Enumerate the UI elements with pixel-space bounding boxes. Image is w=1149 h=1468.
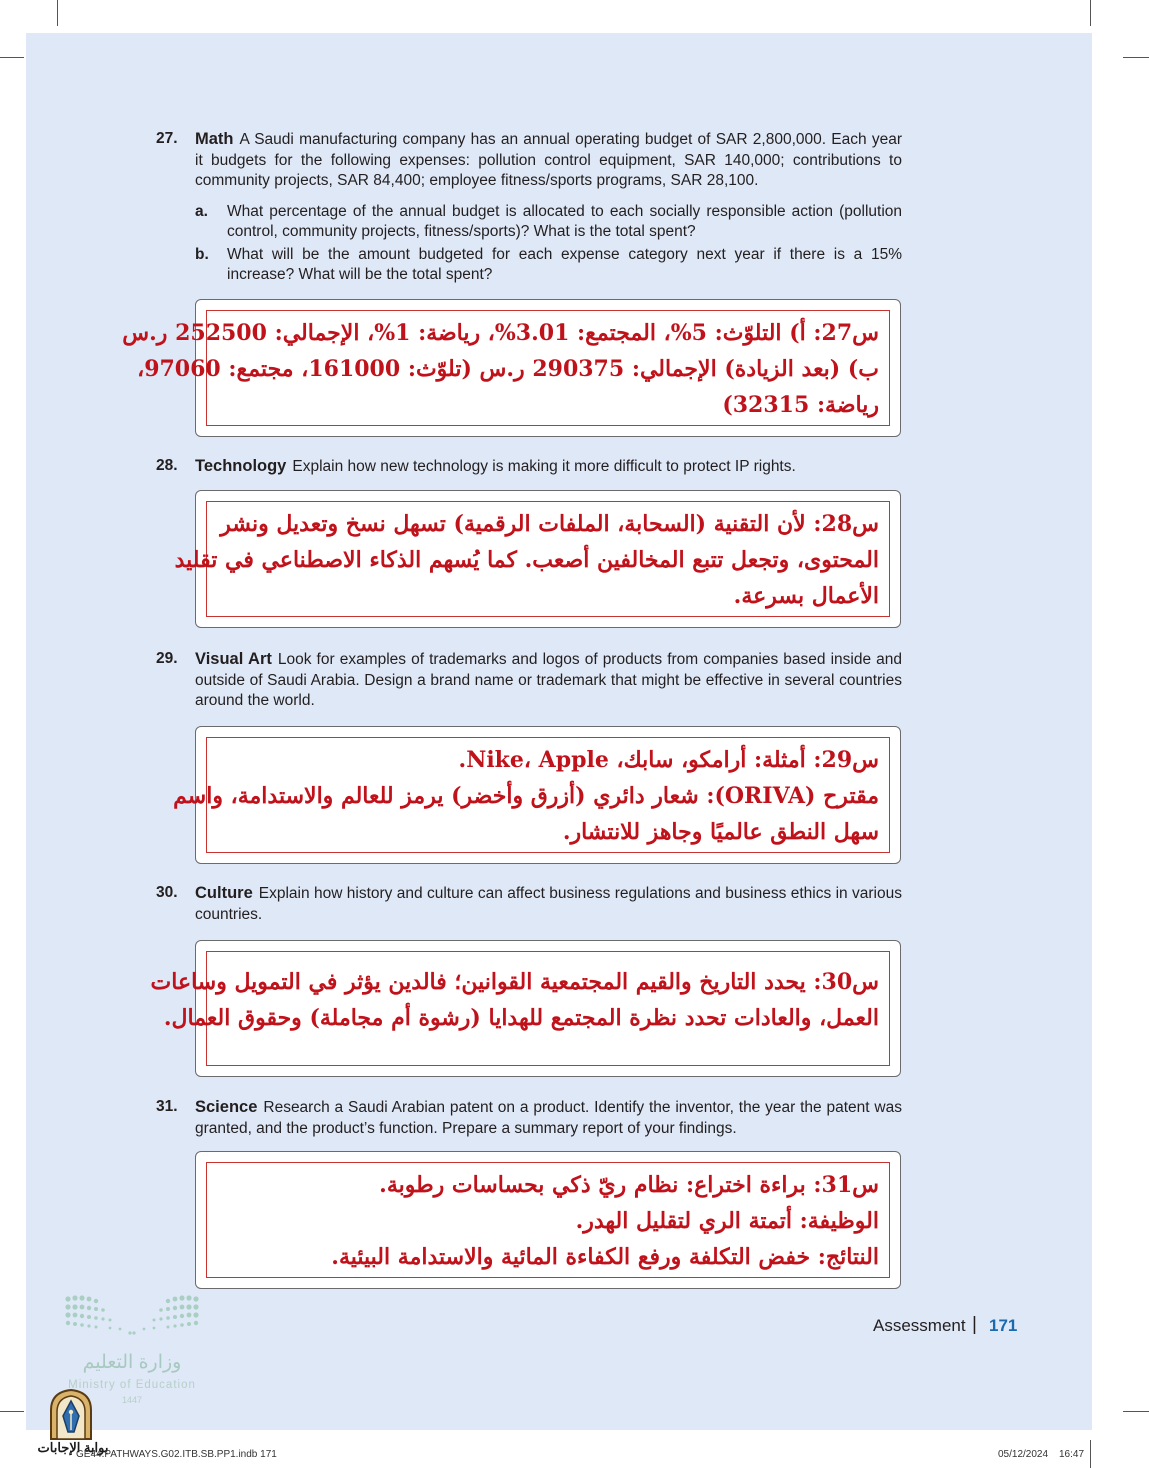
answer-text-block (206, 1162, 890, 1278)
question-number: 30. (156, 884, 178, 901)
question-27 (156, 129, 902, 286)
answer-line: مقترح (ORIVA): شعار دائري (أزرق وأخضر) يرمز للعالم والاستدامة، واسم (173, 783, 879, 809)
pen-nib-arch-icon (48, 1388, 94, 1440)
part-text: What will be the amount budgeted for each expense category next year if there is a 15% increase? What will be the total spent? (227, 245, 902, 283)
print-date: 05/12/2024 (998, 1449, 1049, 1460)
answer-box-31 (195, 1151, 901, 1289)
question-number: 28. (156, 457, 178, 474)
question-text-block (195, 649, 902, 712)
answer-line: سهل النطق عالميًا وجاهز للانتشار. (562, 819, 879, 845)
answer-line: س27: أ) التلوّث: 5%، المجتمع: 3.01%، رياضة: 1%، الإجمالي: 252500 ر.س (122, 320, 879, 346)
question-number: 29. (156, 650, 178, 667)
question-text: A Saudi manufacturing company has an annual operating budget of SAR 2,800,000. Each year it budgets for the following expenses: pollution control equipment, SAR 140,000; contributions to community projects, SAR 84,400; employee fitness/sports programs, SAR 28,100. (195, 131, 902, 189)
question-text-block (195, 129, 902, 192)
crop-mark (57, 0, 58, 26)
question-part-a (195, 202, 902, 243)
crop-mark (0, 1411, 24, 1412)
question-text: Explain how history and culture can affect business regulations and business ethics in various countries. (195, 885, 902, 923)
answer-line: س30: يحدد التاريخ والقيم المجتمعية القوانين؛ فالدين يؤثر في التمويل وساعات (150, 969, 879, 995)
question-subject: Visual Art (195, 650, 272, 668)
question-text-block (195, 456, 902, 478)
answer-line: س29: أمثلة: أرامكو، سابك، Nike، Apple. (458, 747, 879, 773)
footer-separator: | (972, 1314, 977, 1335)
question-text: Research a Saudi Arabian patent on a product. Identify the inventor, the year the patent was granted, and the product’s function. Prepare a summary report of your findings. (195, 1099, 902, 1137)
watermark-text: بوابة الإجابات (37, 1440, 109, 1455)
answer-line: س31: براءة اختراع: نظام ريّ ذكي بحساسات رطوبة. (379, 1172, 879, 1198)
answer-box-27 (122, 299, 901, 437)
question-text-block (195, 883, 902, 925)
question-subject: Math (195, 130, 234, 148)
crop-mark (0, 57, 24, 58)
answer-text-block (122, 310, 890, 426)
ministry-name-english: Ministry of Education (68, 1379, 196, 1391)
answer-line: النتائج: خفض التكلفة ورفع الكفاءة المائية والاستدامة البيئية. (331, 1244, 879, 1270)
question-30 (156, 883, 902, 925)
question-text-block (195, 1097, 902, 1139)
answer-box-29 (173, 726, 901, 864)
question-number: 27. (156, 130, 178, 147)
answer-text-block (150, 951, 890, 1066)
question-number: 31. (156, 1098, 178, 1115)
answer-text-block (174, 501, 890, 617)
answer-line: الأعمال بسرعة. (733, 583, 879, 609)
answer-text-block (173, 737, 890, 853)
part-text: What percentage of the annual budget is allocated to each socially responsible action (pollution control, community projects, fitness/sports)? What is the total spent? (227, 202, 902, 240)
answer-line: رياضة: 32315) (722, 392, 879, 418)
answer-line: المحتوى، وتجعل تتبع المخالفين أصعب. كما يُسهم الذكاء الاصطناعي في تقليد (174, 547, 879, 573)
print-time: 16:47 (1059, 1449, 1085, 1460)
crop-mark (1123, 1411, 1149, 1412)
question-29 (156, 649, 902, 712)
part-letter: b. (195, 245, 209, 263)
answer-line: الوظيفة: أتمتة الري لتقليل الهدر. (575, 1208, 879, 1234)
answer-box-28 (174, 490, 901, 628)
answer-line: ب) (بعد الزيادة) الإجمالي: 290375 ر.س (تلوّث: 161000، مجتمع: 97060، (137, 356, 879, 382)
part-letter: a. (195, 202, 208, 220)
answer-box-30 (150, 940, 901, 1077)
answer-line: العمل، والعادات تحدد نظرة المجتمع للهدايا (رشوة أم مجاملة) وحقوق العمال. (163, 1005, 879, 1031)
question-text: Explain how new technology is making it more difficult to protect IP rights. (292, 458, 796, 475)
crop-mark (1123, 57, 1149, 58)
question-subject: Culture (195, 884, 253, 902)
ministry-name-arabic: وزارة التعليم (82, 1352, 182, 1373)
crop-mark (1090, 0, 1091, 26)
page-number: 171 (989, 1316, 1018, 1335)
question-28 (156, 456, 902, 478)
print-file-info: GE44.PATHWAYS.G02.ITB.SB.PP1.indb 171 (76, 1449, 277, 1460)
ministry-year: 1447 (121, 1395, 143, 1405)
question-part-b (195, 245, 902, 286)
question-31 (156, 1097, 902, 1139)
question-subject: Technology (195, 457, 287, 475)
crop-mark (1090, 1440, 1091, 1468)
answer-line: س28: لأن التقنية (السحابة، الملفات الرقمية) تسهل نسخ وتعديل ونشر (220, 511, 879, 537)
ministry-of-education-dots-logo-icon (64, 1293, 200, 1339)
footer-section-label: Assessment (873, 1316, 966, 1335)
question-text: Look for examples of trademarks and logos of products from companies based inside and outside of Saudi Arabia. Design a brand name or trademark that might be effective in several countries around the world. (195, 651, 902, 709)
question-subject: Science (195, 1098, 258, 1116)
